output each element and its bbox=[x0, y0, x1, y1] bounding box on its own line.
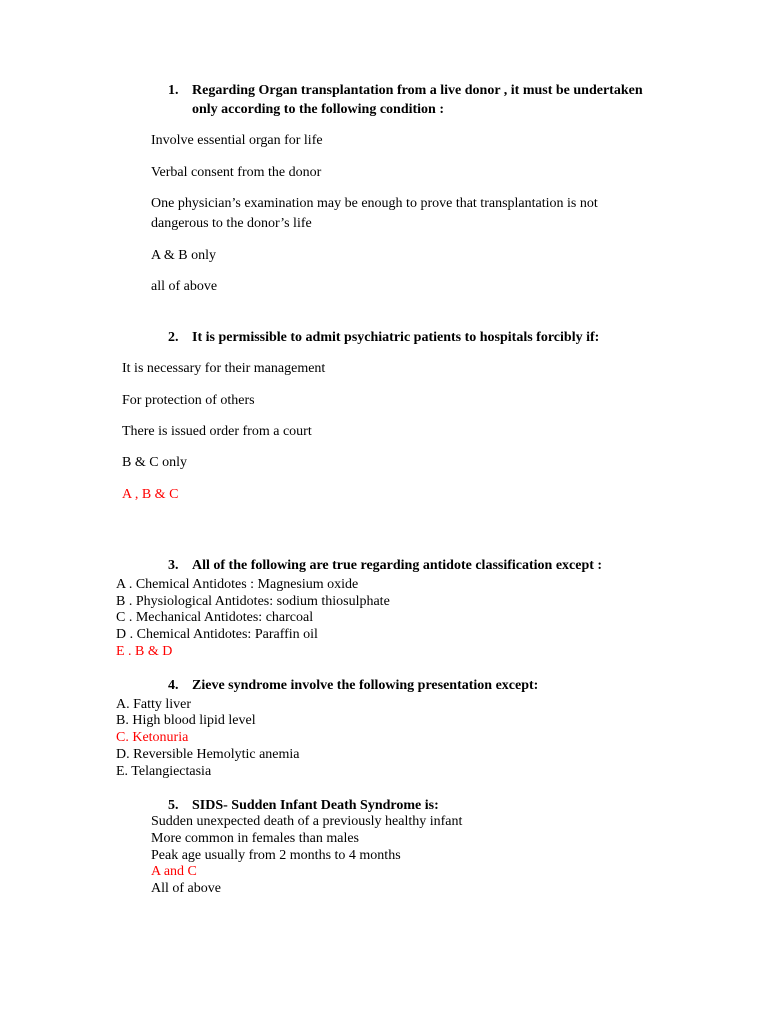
q2-correct-answer: A , B & C bbox=[122, 487, 179, 502]
q1-option: Involve essential organ for life bbox=[151, 133, 323, 148]
q3-correct-answer: E . B & D bbox=[116, 644, 173, 659]
q5-option: All of above bbox=[151, 881, 221, 896]
q5-correct-answer: A and C bbox=[151, 864, 197, 879]
question-5-text: SIDS- Sudden Infant Death Syndrome is: bbox=[192, 798, 439, 813]
q4-option: E. Telangiectasia bbox=[116, 764, 212, 779]
q1-option: A & B only bbox=[151, 248, 216, 263]
question-2-text: It is permissible to admit psychiatric patients to hospitals forcibly if: bbox=[192, 330, 600, 345]
q1-option: One physician’s examination may be enough to prove that transplantation is not bbox=[151, 196, 598, 211]
q2-option: It is necessary for their management bbox=[122, 361, 326, 376]
question-1-text-continued: only according to the following condition : bbox=[192, 102, 445, 117]
question-3-heading: 3. All of the following are true regarding antidote classification except : bbox=[168, 558, 603, 573]
q1-option: all of above bbox=[151, 279, 218, 294]
q2-option: There is issued order from a court bbox=[122, 424, 312, 439]
q4-option: A. Fatty liver bbox=[116, 697, 192, 712]
q2-option: For protection of others bbox=[122, 393, 255, 408]
question-4-heading: 4. Zieve syndrome involve the following presentation except: bbox=[168, 678, 539, 693]
question-5-heading: 5. SIDS- Sudden Infant Death Syndrome is: bbox=[168, 798, 439, 813]
question-4-text: Zieve syndrome involve the following presentation except: bbox=[192, 678, 539, 693]
q3-option: C . Mechanical Antidotes: charcoal bbox=[116, 610, 314, 625]
q3-option: D . Chemical Antidotes: Paraffin oil bbox=[116, 627, 318, 642]
q3-option: B . Physiological Antidotes: sodium thiosulphate bbox=[116, 594, 390, 609]
q5-option: More common in females than males bbox=[151, 831, 359, 846]
question-3-text: All of the following are true regarding antidote classification except : bbox=[192, 558, 603, 573]
q2-option: B & C only bbox=[122, 455, 187, 470]
q1-option: Verbal consent from the donor bbox=[151, 165, 322, 180]
q5-option: Sudden unexpected death of a previously healthy infant bbox=[151, 814, 463, 829]
q4-correct-answer: C. Ketonuria bbox=[116, 730, 189, 745]
question-1-heading: 1. Regarding Organ transplantation from a live donor , it must be undertaken bbox=[168, 83, 643, 98]
question-2-heading: 2. It is permissible to admit psychiatric patients to hospitals forcibly if: bbox=[168, 330, 600, 345]
q5-option: Peak age usually from 2 months to 4 months bbox=[151, 848, 401, 863]
question-1-text: Regarding Organ transplantation from a live donor , it must be undertaken bbox=[192, 83, 643, 98]
q4-option: D. Reversible Hemolytic anemia bbox=[116, 747, 300, 762]
q4-option: B. High blood lipid level bbox=[116, 713, 256, 728]
q1-option-continued: dangerous to the donor’s life bbox=[151, 216, 312, 231]
q3-option: A . Chemical Antidotes : Magnesium oxide bbox=[116, 577, 359, 592]
